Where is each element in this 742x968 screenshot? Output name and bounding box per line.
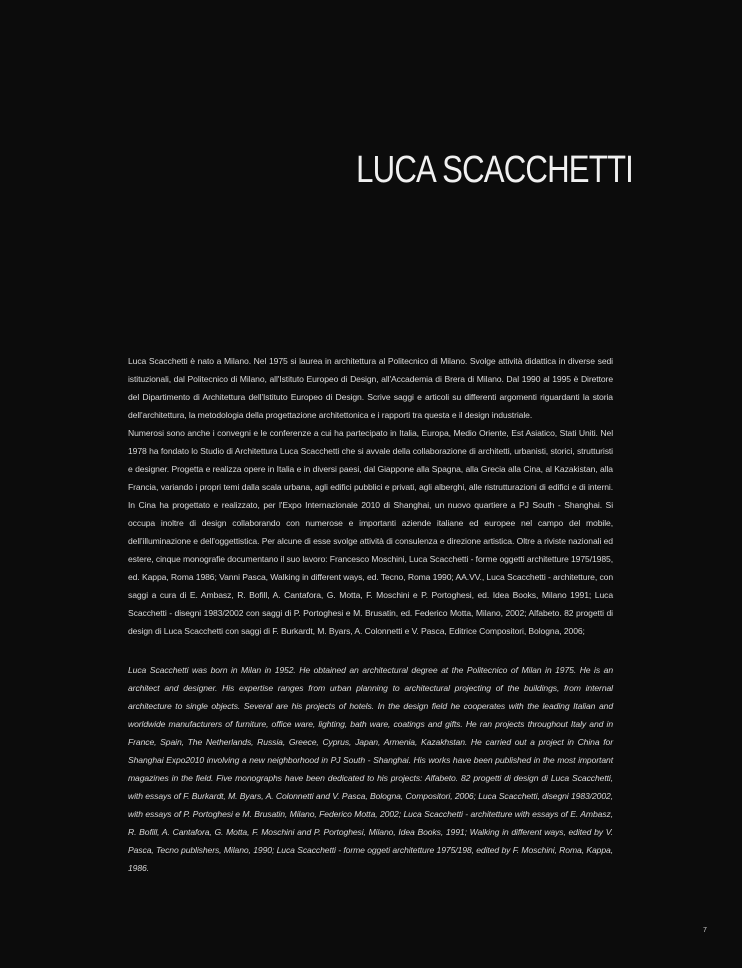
page-number: 7 — [703, 927, 707, 934]
biography-english-paragraph-1: Luca Scacchetti was born in Milan in 1952. He obtained an architectural degree at the Politecnico of Milan in 1975. He is an architect and designer. His expertise ranges from urban planning to architectural projecting of the buildings, from internal architecture to single objects. Several are his projects of hotels. In the design field he cooperates with the leading Italian and worldwide manufacturers of furniture, office ware, lighting, bath ware, coatings and gifts. He ran projects throughout Italy and in France, Spain, The Netherlands, Russia, Greece, Cyprus, Japan, Armenia, Kazakhstan. He carried out a project in China for Shanghai Expo2010 involving a new neighborhood in PJ South - Shanghai. His works have been published in the most important magazines in the field. Five monographs have been dedicated to his projects: Alfabeto. 82 progetti di design di Luca Scacchetti, with essays of F. Burkardt, M. Byars, A. Colonnetti and V. Pasca, Bologna, Compositori, 2006; Luca Scacchetti, disegni 1983/2002, with essays of P. Portoghesi e M. Brusatin, Milano, Federico Motta, 2002; Luca Scacchetti - architetture with essays of E. Ambasz, R. Bofill, A. Cantafora, G. Motta, F. Moschini and P. Portoghesi, Milano, Idea Books, 1991; Walking in different ways, edited by V. Pasca, Tecno publishers, Milano, 1990; Luca Scacchetti - forme oggeti architetture 1975/198, edited by F. Moschini, Roma, Kappa, 1986. — [128, 665, 613, 873]
biography-english — [128, 661, 613, 877]
biography-italian — [128, 352, 613, 640]
page-title: LUCA SCACCHETTI — [356, 149, 634, 192]
biography-italian-paragraph-1: Luca Scacchetti è nato a Milano. Nel 1975 si laurea in architettura al Politecnico di Milano. Svolge attività didattica in diverse sedi istituzionali, dal Politecnico di Milano, all'Istituto Europeo di Design, all'Accademia di Brera di Milano. Dal 1990 al 1995 è Direttore del Dipartimento di Architettura dell'Istituto Europeo di Design. Scrive saggi e articoli su differenti argomenti riguardanti la storia dell'architettura, la metodologia della progettazione architettonica e i rapporti tra questa e il design industriale. — [128, 356, 613, 420]
biography-italian-paragraph-2: Numerosi sono anche i convegni e le conferenze a cui ha partecipato in Italia, Europa, Medio Oriente, Est Asiatico, Stati Uniti. Nel 1978 ha fondato lo Studio di Architettura Luca Scacchetti che si avvale della collaborazione di architetti, urbanisti, storici, strutturisti e designer. Progetta e realizza opere in Italia e in diversi paesi, dal Giappone alla Spagna, alla Grecia alla Cina, al Kazakistan, alla Francia, variando i propri temi dalla scala urbana, agli edifici pubblici e privati, agli alberghi, alle ristrutturazioni di edifici e di interni. In Cina ha progettato e realizzato, per l'Expo Internazionale 2010 di Shanghai, un nuovo quartiere a PJ South - Shanghai. Si occupa inoltre di design collaborando con numerose e importanti aziende italiane ed europee nel campo del mobile, dell'illuminazione e dell'oggettistica. Per alcune di esse svolge attività di consulenza e direzione artistica. Oltre a riviste nazionali ed estere, cinque monografie documentano il suo lavoro: Francesco Moschini, Luca Scacchetti - forme oggetti architetture 1975/1985, ed. Kappa, Roma 1986; Vanni Pasca, Walking in different ways, ed. Tecno, Roma 1990; AA.VV., Luca Scacchetti - architetture, con saggi a cura di E. Ambasz, R. Bofill, A. Cantafora, G. Motta, F. Moschini e P. Portoghesi, ed. Idea Books, Milano 1991; Luca Scacchetti - disegni 1983/2002 con saggi di P. Portoghesi e M. Brusatin, ed. Federico Motta, Milano, 2002; Alfabeto. 82 progetti di design di Luca Scacchetti con saggi di F. Burkardt, M. Byars, A. Colonnetti e V. Pasca, Editrice Compositori, Bologna, 2006; — [128, 428, 613, 636]
